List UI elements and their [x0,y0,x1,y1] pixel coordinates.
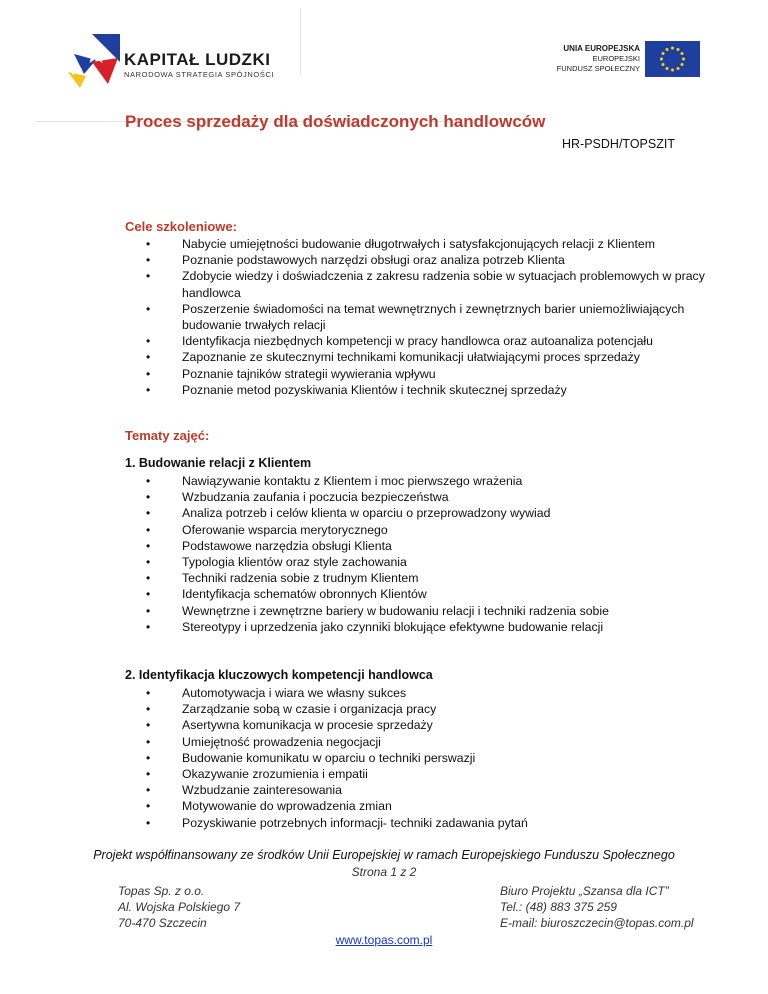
list-item: • Typologia klientów oraz style zachowania [146,554,706,570]
topic-1-heading: 1. Budowanie relacji z Klientem [125,456,312,470]
list-item: • Identyfikacja niezbędnych kompetencji w pracy handlowca oraz autoanaliza potencjału [146,333,706,349]
list-item: • Podstawowe narzędzia obsługi Klienta [146,538,706,554]
topics-heading: Tematy zajęć: [125,428,210,443]
eu-line-1: UNIA EUROPEJSKA [563,44,640,53]
list-item: • Techniki radzenia sobie z trudnym Klientem [146,570,706,586]
contact-line: Biuro Projektu „Szansa dla ICT” [500,884,669,898]
list-item: • Umiejętność prowadzenia negocjacji [146,734,706,750]
kapital-ludzki-subtitle: NARODOWA STRATEGIA SPÓJNOŚCI [124,70,275,79]
list-item: • Nabycie umiejętności budowanie długotrwałych i satysfakcjonujących relacji z Klientem [146,236,706,252]
list-item: • Pozyskiwanie potrzebnych informacji- techniki zadawania pytań [146,815,706,831]
page-header [0,0,768,120]
project-office-contact [500,883,694,931]
eu-line-2: EUROPEJSKI [592,54,640,63]
list-item: • Wzbudzanie zainteresowania [146,782,706,798]
list-item: • Analiza potrzeb i celów klienta w oparciu o przeprowadzony wywiad [146,505,706,521]
document-title: Proces sprzedaży dla doświadczonych handlowców [125,112,546,131]
list-item: • Automotywacja i wiara we własny sukces [146,685,706,701]
list-item: • Zapoznanie ze skutecznymi technikami komunikacji ułatwiającymi proces sprzedaży [146,349,706,365]
company-address [118,883,240,931]
kapital-ludzki-logo-icon [62,32,132,90]
eu-flag-icon [645,41,700,77]
document-code: HR-PSDH/TOPSZIT [562,137,675,151]
header-divider [300,8,301,76]
list-item: • Wzbudzania zaufania i poczucia bezpieczeństwa [146,489,706,505]
eu-line-3: FUNDUSZ SPOŁECZNY [556,64,640,73]
contact-line: Tel.: (48) 883 375 259 [500,900,617,914]
list-item: • Asertywna komunikacja w procesie sprzedaży [146,717,706,733]
list-item: • Motywowanie do wprowadzenia zmian [146,798,706,814]
topic-2-list [146,685,706,831]
address-line: Topas Sp. z o.o. [118,884,205,898]
website-row [0,933,768,947]
list-item: • Poznanie metod pozyskiwania Klientów i technik skutecznej sprzedaży [146,382,706,398]
list-item: • Zdobycie wiedzy i doświadczenia z zakresu radzenia sobie w sytuacjach problemowych w pracy handlowca [146,268,706,300]
eu-text-block [557,44,640,74]
list-item: • Zarządzanie sobą w czasie i organizacja pracy [146,701,706,717]
list-item: • Budowanie komunikatu w oparciu o techniki perswazji [146,750,706,766]
list-item: • Poznanie tajników strategii wywierania wpływu [146,366,706,382]
footer-project-note: Projekt współfinansowany ze środków Unii Europejskiej w ramach Europejskiego Funduszu Społecznego [93,848,675,862]
page-number: Strona 1 z 2 [351,865,417,879]
goals-list [146,236,706,398]
list-item: • Identyfikacja schematów obronnych Klientów [146,586,706,602]
contact-line: E-mail: biuroszczecin@topas.com.pl [500,916,694,930]
list-item: • Stereotypy i uprzedzenia jako czynniki blokujące efektywne budowanie relacji [146,619,706,635]
website-link[interactable]: www.topas.com.pl [335,933,433,947]
list-item: • Poznanie podstawowych narzędzi obsługi oraz analiza potrzeb Klienta [146,252,706,268]
list-item: • Okazywanie zrozumienia i empatii [146,766,706,782]
topic-2-heading: 2. Identyfikacja kluczowych kompetencji handlowca [125,668,433,682]
kapital-ludzki-title: KAPITAŁ LUDZKI [124,50,271,69]
list-item: • Poszerzenie świadomości na temat wewnętrznych i zewnętrznych barier uniemożliwiających budowanie trwałych relacji [146,301,706,333]
address-line: Al. Wojska Polskiego 7 [118,900,241,914]
list-item: • Wewnętrzne i zewnętrzne bariery w budowaniu relacji i techniki radzenia sobie [146,603,706,619]
topic-1-list [146,473,706,635]
list-item: • Oferowanie wsparcia merytorycznego [146,522,706,538]
goals-heading: Cele szkoleniowe: [125,219,237,234]
address-line: 70-470 Szczecin [118,916,207,930]
list-item: • Nawiązywanie kontaktu z Klientem i moc pierwszego wrażenia [146,473,706,489]
